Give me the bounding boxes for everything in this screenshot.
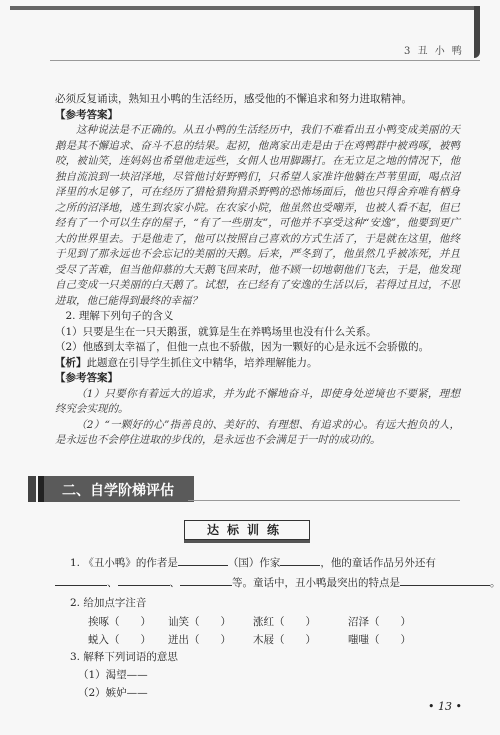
section-rule [188, 500, 460, 501]
reference-answer-label: 【参考答案】 [55, 108, 118, 121]
ex1-sep-1: 、 [107, 577, 118, 589]
ex2-item[interactable]: 嗤嗤（ ） [348, 634, 411, 646]
ex1-part-c: ，他的童话作品另外还有 [320, 557, 436, 569]
exercise-1-line-2 [55, 576, 500, 590]
page-header-frame [0, 0, 500, 68]
exercise-3-item-2: （2）嫉妒—— [78, 687, 148, 699]
main-text [55, 92, 460, 449]
ex1-part-e: 等。童话中，丑小鸭最突出的特点是 [232, 577, 400, 589]
reference-answer-2-label: 【参考答案】 [55, 372, 118, 384]
analysis-text: 此题意在引导学生抓住文中精华，培养理解能力。 [86, 356, 318, 369]
ex2-item[interactable]: 涨红（ ） [253, 616, 316, 628]
header-top-rule [10, 6, 480, 10]
ex1-blank-work-1[interactable] [55, 585, 107, 586]
ex1-blank-trait[interactable] [400, 585, 490, 586]
section-heading-marker [28, 476, 36, 502]
chapter-label: 3 丑 小 鸭 [404, 46, 464, 57]
ex1-part-a: 1. 《丑小鸭》的作者是 [70, 557, 178, 569]
question-2-title: 2. 理解下列句子的含义 [65, 310, 174, 322]
ex1-blank-work-3[interactable] [180, 585, 232, 586]
reference-answer-text: 这种说法是不正确的。从丑小鸭的生活经历中，我们不难看出丑小鸭变成美丽的天鹅是其不懈追求、奋斗不息的结果。起初，他离家出走是由于在鸡鸭群中被鸡啄，被鸭咬，被讪笑，连妈妈也希望他走远些，女佣人也用脚踢打。在无立足之地的情况下，他独自流浪到一块沼泽地，尽管他讨好野鸭们，只希望人家准许他躺在芦苇里面，喝点沼泽里的水足够了，可在经历了猎枪猎狗猎杀野鸭的恐怖场面后，他也只得舍弃唯有栖身之所的沼泽地，逃生到农家小院。在农家小院，他虽然也受嘲弄，也被人看不起，但已经有了一个可以生存的屋子，“有了一些朋友”，可他并不享受这种“安逸”，他要到更广大的世界里去。于是他走了，他可以按照自己喜欢的方式生活了，于是就在这里，他终于见到了那永远也不会忘记的美丽的天鹅。后来，严冬到了，他虽然几乎被冻死，并且受尽了苦难，但当他仰慕的大天鹅飞回来时，他不顾一切地朝他们飞去，于是，他发现自己变成一只美丽的白天鹅了。试想，在已经有了安逸的生活以后，若得过且过，不思进取，他已能得到最终的幸福？ [55, 124, 460, 307]
exercise-3-title: 3. 解释下列词语的意思 [70, 651, 178, 663]
ex1-blank-type[interactable] [280, 565, 320, 566]
ex1-part-b: （国）作家 [227, 557, 281, 569]
question-2-item-2: （2）他感到太幸福了，但他一点也不骄傲，因为一颗好的心是永远不会骄傲的。 [55, 341, 430, 353]
exercise-1-line-1 [70, 556, 436, 570]
header-corner-rule [474, 6, 480, 58]
exercise-box-title: 达标训练 [184, 520, 310, 540]
reference-answer-2-item-2: （2）“一颗好的心”指善良的、美好的、有理想、有追求的心。有远大抱负的人，是永远也不会停住进取的步伐的，是永远也不会满足于一时的成功的。 [55, 418, 460, 446]
ex2-item[interactable]: 木屐（ ） [253, 634, 316, 646]
question-2-item-1: （1）只要是生在一只天鹅蛋，就算是生在养鸭场里也没有什么关系。 [55, 325, 377, 338]
exercise-2-title: 2. 给加点字注音 [70, 597, 147, 609]
page-number: • 13 • [428, 700, 462, 713]
ex2-item[interactable]: 沼泽（ ） [348, 616, 411, 628]
section-heading-text: 二、自学阶梯评估 [62, 483, 174, 499]
ex1-part-f: 。 [490, 577, 500, 589]
reference-answer-2-item-1: （1）只要你有着远大的追求，并为此不懈地奋斗，即使身处逆境也不要紧，理想终究会实现的。 [55, 387, 460, 415]
ex1-blank-author[interactable] [178, 565, 228, 566]
ex1-sep-2: 、 [169, 577, 180, 589]
ex2-item[interactable]: 迸出（ ） [168, 634, 231, 646]
ex2-item[interactable]: 讪笑（ ） [168, 616, 231, 628]
analysis-label: 【析】 [55, 356, 87, 369]
intro-line: 必须反复诵读，熟知丑小鸭的生活经历，感受他的不懈追求和努力进取精神。 [55, 93, 412, 105]
ex2-item[interactable]: 蜕入（ ） [88, 634, 151, 646]
exercise-3-item-1: （1）渴望—— [78, 669, 148, 681]
ex2-item[interactable]: 挨啄（ ） [88, 616, 151, 628]
ex1-blank-work-2[interactable] [118, 585, 170, 586]
section-heading [38, 476, 194, 502]
header-bottom-rule [50, 60, 480, 61]
